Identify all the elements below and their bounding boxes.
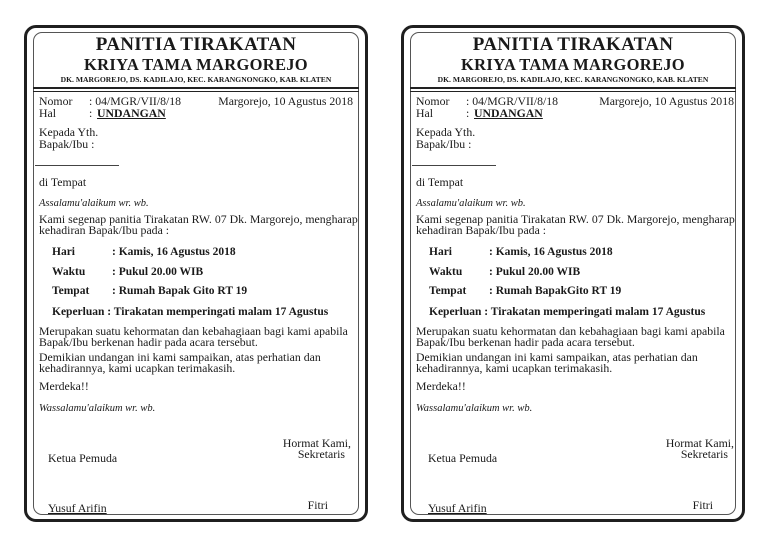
- bapak-ibu: Bapak/Ibu :: [416, 137, 472, 151]
- salam-closing: Wassalamu'alaikum wr. wb.: [39, 403, 156, 414]
- waktu-value: : Pukul 20.00 WIB: [489, 266, 581, 278]
- hormat-kami: Hormat Kami,: [665, 436, 734, 450]
- nomor-value: : 04/MGR/VII/8/18: [466, 94, 559, 108]
- body-line-1: Merupakan suatu kehormatan dan kebahagiaan bagi kami apabila: [39, 324, 348, 338]
- header-rule-thin: [33, 91, 359, 92]
- letter-subtitle: KRIYA TAMA MARGOREJO: [461, 55, 685, 74]
- sekretaris-title: Sekretaris: [297, 447, 345, 461]
- bapak-ibu: Bapak/Ibu :: [39, 137, 95, 151]
- waktu-value: : Pukul 20.00 WIB: [112, 266, 204, 278]
- merdeka: Merdeka!!: [416, 379, 466, 393]
- sekretaris-title: Sekretaris: [680, 447, 728, 461]
- sekretaris-name: Fitri: [307, 498, 328, 512]
- opening-line-2: kehadiran Bapak/Ibu pada :: [39, 223, 170, 237]
- ketua-name: Yusuf Arifin: [428, 501, 487, 515]
- body-line-2: Bapak/Ibu berkenan hadir pada acara tersebut.: [416, 335, 635, 349]
- tempat-value: : Rumah BapakGito RT 19: [489, 285, 622, 297]
- hari-label: Hari: [52, 246, 75, 258]
- hal-colon: :: [466, 106, 470, 120]
- sekretaris-name: Fitri: [692, 498, 713, 512]
- hal-label: Hal: [39, 106, 57, 120]
- hari-value: : Kamis, 16 Agustus 2018: [489, 246, 613, 258]
- recipient-line: [412, 165, 496, 166]
- hari-label: Hari: [429, 246, 452, 258]
- waktu-label: Waktu: [429, 266, 463, 278]
- hal-value: UNDANGAN: [474, 106, 543, 120]
- body-line-3: Demikian undangan ini kami sampaikan, atas perhatian dan: [39, 350, 321, 364]
- waktu-label: Waktu: [52, 266, 86, 278]
- kepada-yth: Kepada Yth.: [39, 125, 99, 139]
- letter-address: DK. MARGOREJO, DS. KADILAJO, KEC. KARANGNONGKO, KAB. KLATEN: [437, 75, 709, 84]
- body-line-1: Merupakan suatu kehormatan dan kebahagiaan bagi kami apabila: [416, 324, 725, 338]
- merdeka: Merdeka!!: [39, 379, 89, 393]
- tempat-label: Tempat: [52, 285, 90, 297]
- hari-value: : Kamis, 16 Agustus 2018: [112, 246, 236, 258]
- opening-line-2: kehadiran Bapak/Ibu pada :: [416, 223, 547, 237]
- body-line-4: kehadirannya, kami ucapkan terimakasih.: [416, 361, 613, 375]
- letter-title: PANITIA TIRAKATAN: [95, 34, 297, 55]
- keperluan-line: Keperluan : Tirakatan memperingati malam 17 Agustus: [52, 306, 329, 318]
- place-date: Margorejo, 10 Agustus 2018: [599, 94, 734, 108]
- salam-closing: Wassalamu'alaikum wr. wb.: [416, 403, 533, 414]
- header-rule-thick: [410, 87, 736, 89]
- kepada-yth: Kepada Yth.: [416, 125, 476, 139]
- nomor-value: : 04/MGR/VII/8/18: [89, 94, 182, 108]
- letter-subtitle: KRIYA TAMA MARGOREJO: [84, 55, 308, 74]
- recipient-line: [35, 165, 119, 166]
- letter-title: PANITIA TIRAKATAN: [472, 34, 674, 55]
- place-date: Margorejo, 10 Agustus 2018: [218, 94, 353, 108]
- salam-opening: Assalamu'alaikum wr. wb.: [39, 198, 149, 209]
- salam-opening: Assalamu'alaikum wr. wb.: [416, 198, 526, 209]
- letter-address: DK. MARGOREJO, DS. KADILAJO, KEC. KARANGNONGKO, KAB. KLATEN: [60, 75, 332, 84]
- ketua-pemuda-title: Ketua Pemuda: [428, 451, 498, 465]
- ketua-pemuda-title: Ketua Pemuda: [48, 451, 118, 465]
- body-line-4: kehadirannya, kami ucapkan terimakasih.: [39, 361, 236, 375]
- opening-line-1: Kami segenap panitia Tirakatan RW. 07 Dk. Margorejo, mengharap: [39, 212, 358, 226]
- body-line-2: Bapak/Ibu berkenan hadir pada acara tersebut.: [39, 335, 258, 349]
- di-tempat: di Tempat: [416, 175, 464, 189]
- nomor-label: Nomor: [39, 94, 73, 108]
- keperluan-line: Keperluan : Tirakatan memperingati malam 17 Agustus: [429, 306, 706, 318]
- tempat-label: Tempat: [429, 285, 467, 297]
- body-line-3: Demikian undangan ini kami sampaikan, atas perhatian dan: [416, 350, 698, 364]
- nomor-label: Nomor: [416, 94, 450, 108]
- ketua-name: Yusuf Arifin: [48, 501, 107, 515]
- hal-value: UNDANGAN: [97, 106, 166, 120]
- tempat-value: : Rumah Bapak Gito RT 19: [112, 285, 248, 297]
- di-tempat: di Tempat: [39, 175, 87, 189]
- hormat-kami: Hormat Kami,: [282, 436, 351, 450]
- opening-line-1: Kami segenap panitia Tirakatan RW. 07 Dk. Margorejo, mengharap: [416, 212, 735, 226]
- hal-label: Hal: [416, 106, 434, 120]
- invitation-card-right: [401, 25, 745, 522]
- hal-colon: :: [89, 106, 93, 120]
- invitation-card-left: [24, 25, 368, 522]
- header-rule-thin: [410, 91, 736, 92]
- header-rule-thick: [33, 87, 359, 89]
